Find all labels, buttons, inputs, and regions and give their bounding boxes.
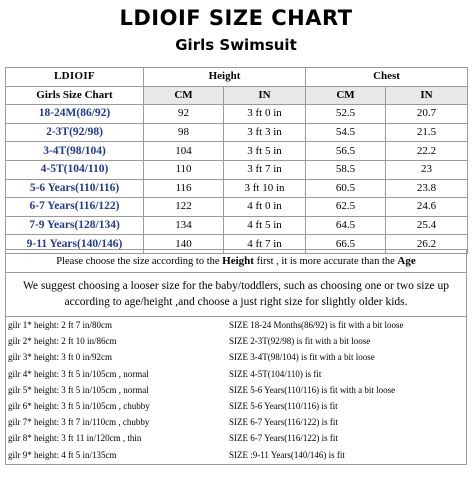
table-row bbox=[6, 105, 468, 124]
height-in-cell: 4 ft 7 in bbox=[224, 235, 306, 254]
height-in-cell: 3 ft 3 in bbox=[224, 123, 306, 142]
fit-size-result: SIZE 6-7 Years(116/122) is fit bbox=[229, 417, 338, 428]
height-cm-cell: 110 bbox=[144, 160, 224, 179]
fit-girl-height: gilr 9* height: 4 ft 5 in/135cm bbox=[8, 449, 117, 460]
table-row bbox=[6, 216, 468, 235]
height-in-cell: 3 ft 10 in bbox=[224, 179, 306, 198]
height-cm-cell: 134 bbox=[144, 216, 224, 235]
size-chart-label: Girls Size Chart bbox=[6, 86, 144, 105]
choose-note-height: Height bbox=[222, 255, 254, 267]
chest-in-cell: 23.8 bbox=[386, 179, 468, 198]
height-cm-cell: 104 bbox=[144, 142, 224, 161]
fit-size-result: SIZE :9-11 Years(140/146) is fit bbox=[229, 449, 345, 460]
list-item bbox=[6, 398, 466, 414]
height-in-cell: 3 ft 0 in bbox=[224, 105, 306, 124]
chest-in-cell: 26.2 bbox=[386, 235, 468, 254]
fit-girl-height: gilr 1* height: 2 ft 7 in/80cm bbox=[8, 320, 112, 330]
fit-examples-list bbox=[5, 317, 467, 465]
list-item bbox=[6, 414, 466, 430]
page-subtitle: Girls Swimsuit bbox=[175, 36, 297, 54]
suggestion-note: We suggest choosing a looser size for the baby/toddlers, such as choosing one or two size up according to age/height ,and choose a just right size for slightly older kids. bbox=[5, 273, 467, 317]
chest-cm-header: CM bbox=[306, 86, 386, 105]
table-row bbox=[6, 198, 468, 217]
fit-girl-height: gilr 5* height: 3 ft 5 in/105cm , normal bbox=[8, 384, 149, 395]
table-row bbox=[6, 142, 468, 161]
list-item bbox=[6, 317, 466, 333]
chest-cm-cell: 56.5 bbox=[306, 142, 386, 161]
fit-girl-height: gilr 2* height: 2 ft 10 in/86cm bbox=[8, 336, 117, 347]
fit-size-result: SIZE 4-5T(104/110) is fit bbox=[229, 368, 322, 379]
choose-note-middle: first , it is more accurate than the bbox=[256, 256, 395, 267]
chest-in-cell: 25.4 bbox=[386, 216, 468, 235]
chest-in-cell: 20.7 bbox=[386, 105, 468, 124]
chest-group-header: Chest bbox=[306, 68, 468, 87]
height-cm-cell: 140 bbox=[144, 235, 224, 254]
height-in-cell: 4 ft 5 in bbox=[224, 216, 306, 235]
fit-size-result: SIZE 6-7 Years(116/122) is fit bbox=[229, 433, 338, 444]
chest-in-header: IN bbox=[386, 86, 468, 105]
list-item bbox=[6, 349, 466, 365]
list-item bbox=[6, 447, 466, 463]
chest-cm-cell: 60.5 bbox=[306, 179, 386, 198]
table-row bbox=[6, 123, 468, 142]
table-row bbox=[6, 160, 468, 179]
chest-cm-cell: 58.5 bbox=[306, 160, 386, 179]
chest-cm-cell: 66.5 bbox=[306, 235, 386, 254]
height-cm-cell: 98 bbox=[144, 123, 224, 142]
chest-cm-cell: 64.5 bbox=[306, 216, 386, 235]
list-item bbox=[6, 366, 466, 382]
height-in-cell: 3 ft 5 in bbox=[224, 142, 306, 161]
size-chart-table bbox=[5, 67, 468, 254]
height-cm-header: CM bbox=[144, 86, 224, 105]
fit-girl-height: gilr 7* height: 3 ft 7 in/110cm , chubby bbox=[8, 417, 150, 428]
list-item bbox=[6, 333, 466, 349]
height-cm-cell: 92 bbox=[144, 105, 224, 124]
fit-girl-height: gilr 3* height: 3 ft 0 in/92cm bbox=[8, 352, 112, 363]
choose-note-prefix: Please choose the size according to the bbox=[56, 256, 220, 267]
fit-size-result: SIZE 2-3T(92/98) is fit with a bit loose bbox=[229, 336, 371, 347]
choose-size-note bbox=[5, 249, 467, 273]
size-cell: 3-4T(98/104) bbox=[6, 142, 144, 161]
height-group-header: Height bbox=[144, 68, 306, 87]
page-title: LDIOIF SIZE CHART bbox=[119, 6, 353, 30]
size-cell: 4-5T(104/110) bbox=[6, 160, 144, 179]
table-row bbox=[6, 179, 468, 198]
chest-in-cell: 21.5 bbox=[386, 123, 468, 142]
list-item bbox=[6, 382, 466, 398]
table-header-row bbox=[6, 68, 468, 87]
chest-cm-cell: 54.5 bbox=[306, 123, 386, 142]
chest-cm-cell: 52.5 bbox=[306, 105, 386, 124]
size-cell: 9-11 Years(140/146) bbox=[6, 235, 144, 254]
fit-size-result: SIZE 5-6 Years(110/116) is fit bbox=[229, 400, 338, 411]
list-item bbox=[6, 430, 466, 446]
size-cell: 2-3T(92/98) bbox=[6, 123, 144, 142]
choose-note-age: Age bbox=[397, 255, 416, 267]
size-cell: 7-9 Years(128/134) bbox=[6, 216, 144, 235]
fit-size-result: SIZE 3-4T(98/104) is fit with a bit loose bbox=[229, 352, 375, 363]
height-in-cell: 3 ft 7 in bbox=[224, 160, 306, 179]
chest-in-cell: 22.2 bbox=[386, 142, 468, 161]
table-subheader-row bbox=[6, 86, 468, 105]
fit-girl-height: gilr 4* height: 3 ft 5 in/105cm , normal bbox=[8, 368, 149, 379]
chest-cm-cell: 62.5 bbox=[306, 198, 386, 217]
fit-girl-height: gilr 6* height: 3 ft 5 in/105cm , chubby bbox=[8, 400, 150, 411]
height-cm-cell: 116 bbox=[144, 179, 224, 198]
fit-size-result: SIZE 5-6 Years(110/116) is fit with a bit loose bbox=[229, 384, 396, 395]
size-cell: 6-7 Years(116/122) bbox=[6, 198, 144, 217]
fit-girl-height: gilr 8* height: 3 ft 11 in/120cm , thin bbox=[8, 433, 142, 444]
brand-cell: LDIOIF bbox=[6, 68, 144, 87]
chest-in-cell: 24.6 bbox=[386, 198, 468, 217]
height-cm-cell: 122 bbox=[144, 198, 224, 217]
height-in-cell: 4 ft 0 in bbox=[224, 198, 306, 217]
height-in-header: IN bbox=[224, 86, 306, 105]
chest-in-cell: 23 bbox=[386, 160, 468, 179]
size-cell: 18-24M(86/92) bbox=[6, 105, 144, 124]
size-cell: 5-6 Years(110/116) bbox=[6, 179, 144, 198]
fit-size-result: SIZE 18-24 Months(86/92) is fit with a bit loose bbox=[229, 320, 404, 330]
